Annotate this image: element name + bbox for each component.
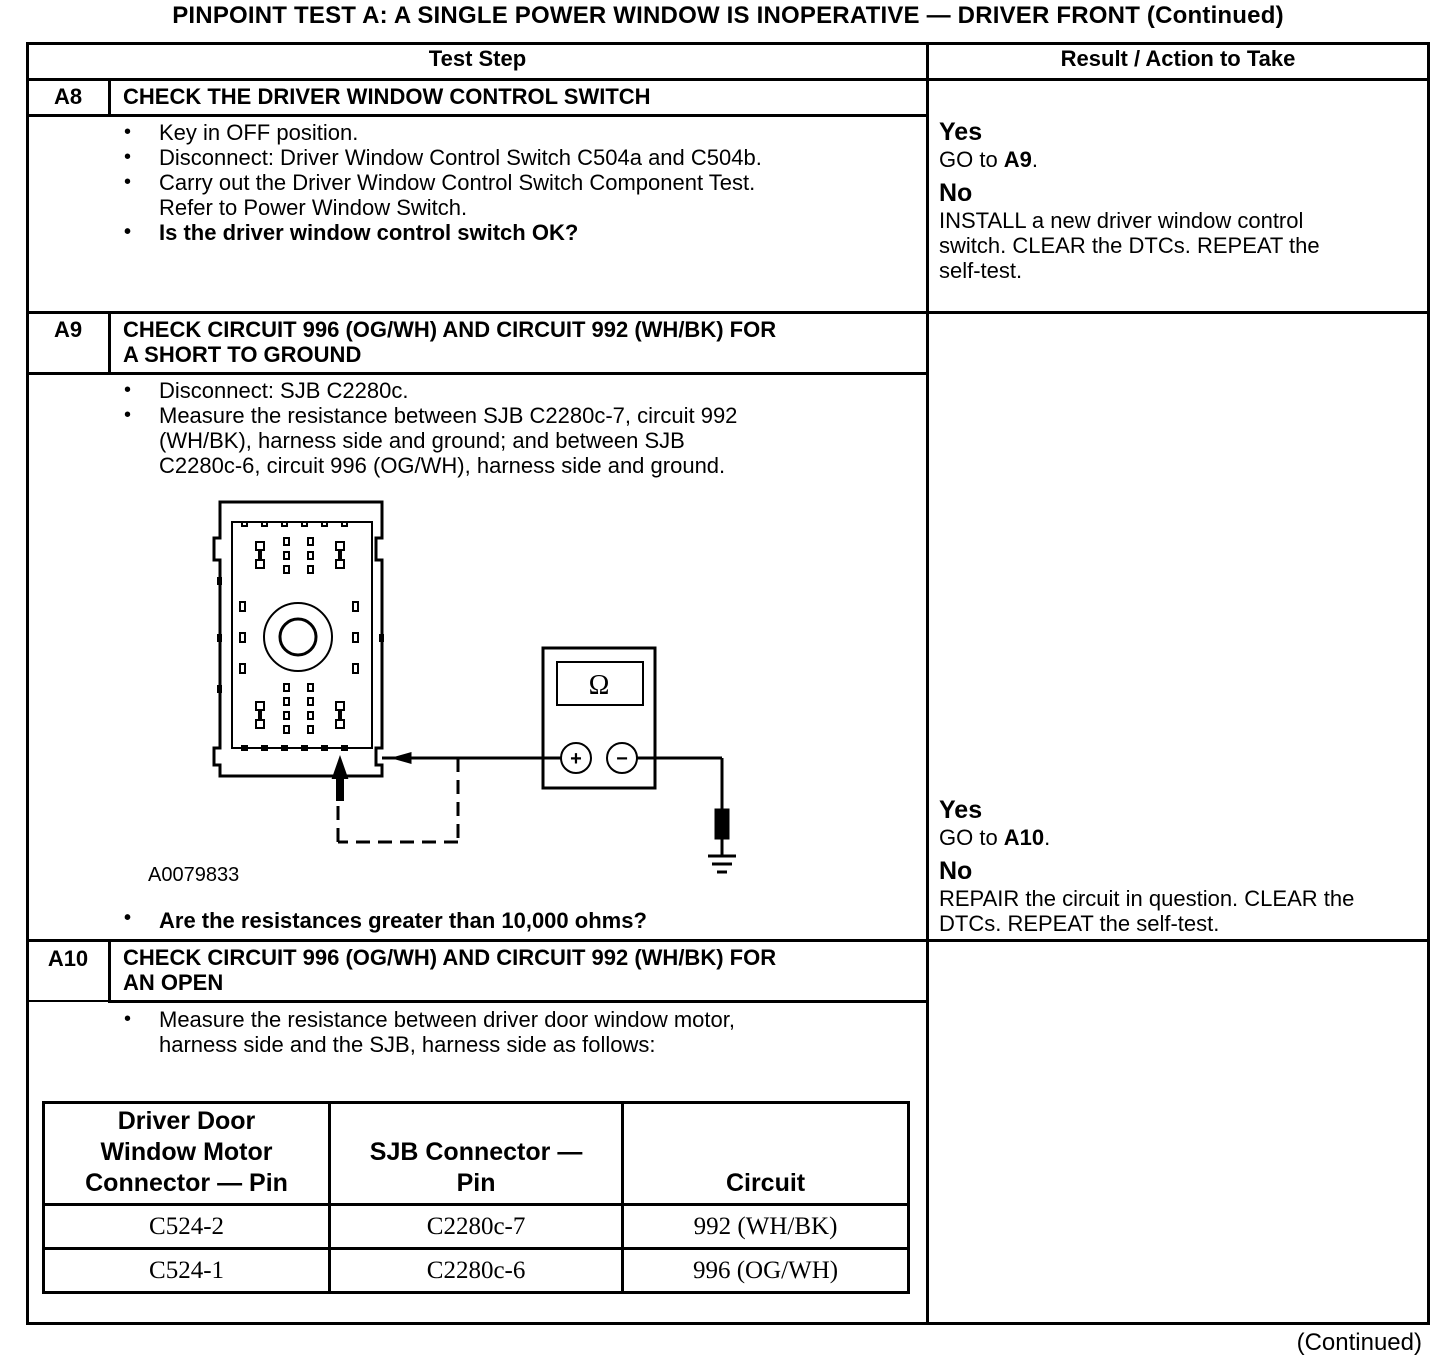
a9-question-text: Are the resistances greater than 10,000 ohms? <box>159 908 647 933</box>
figure-id: A0079833 <box>148 864 240 886</box>
a8-bullet-text: Carry out the Driver Window Control Switch Component Test. <box>159 170 756 195</box>
a9-bullet-line: Measure the resistance between SJB C2280c-7, circuit 992 <box>159 403 738 428</box>
a10-bullet-line: Measure the resistance between driver door window motor, <box>159 1007 735 1032</box>
a9-question-bullet: • <box>124 907 132 929</box>
pin-table-header-row <box>44 1103 909 1205</box>
a8-yes-action <box>939 147 1320 172</box>
a9-bottom-rule <box>26 939 1430 942</box>
header-rule <box>26 78 1430 81</box>
column-header-result: Result / Action to Take <box>1060 46 1296 71</box>
a9-yes-label: Yes <box>939 796 983 824</box>
step-title-a10-line: AN OPEN <box>123 970 224 995</box>
a8-title-rule <box>26 114 928 117</box>
a9-bullet: • Disconnect: SJB C2280c. <box>124 378 737 403</box>
table-cell: 996 (OG/WH) <box>623 1249 909 1293</box>
a9-yes-action: GO to A10. <box>939 825 1051 850</box>
a8-step-list <box>124 120 762 245</box>
column-header-test-step: Test Step <box>428 46 527 71</box>
header-sjb-connector-pin <box>330 1103 623 1205</box>
a8-question: • Is the driver window control switch OK? <box>124 220 762 245</box>
a10-id-divider <box>108 939 111 1001</box>
a9-title-rule <box>26 372 928 375</box>
a10-title-rule-left <box>26 1000 110 1002</box>
table-cell: C524-1 <box>44 1249 330 1293</box>
header-motor-connector-pin <box>44 1103 330 1205</box>
column-divider <box>926 42 929 1325</box>
table-cell: C524-2 <box>44 1205 330 1249</box>
ground-icon <box>708 856 736 872</box>
a8-no-action-line: self-test. <box>939 258 1023 283</box>
a9-no-action-line: REPAIR the circuit in question. CLEAR the <box>939 886 1355 911</box>
a8-bullet-text-cont: Refer to Power Window Switch. <box>159 195 468 220</box>
step-title-a9 <box>123 317 776 367</box>
table-cell: C2280c-6 <box>330 1249 623 1293</box>
a8-bottom-rule <box>26 311 1430 314</box>
step-title-a10 <box>123 945 776 995</box>
header-line: Pin <box>456 1169 496 1197</box>
a8-yes-action-text: GO to A9. <box>939 147 1039 172</box>
a9-step-list <box>124 378 737 478</box>
header-line: Connector — Pin <box>85 1169 288 1197</box>
step-title-a9-line: CHECK CIRCUIT 996 (OG/WH) AND CIRCUIT 992 (WH/BK) FOR <box>123 317 777 342</box>
meter-plus-terminal: + <box>570 748 582 770</box>
a9-no-label: No <box>939 857 973 885</box>
a8-result <box>939 117 1320 283</box>
step-id-a10: A10 <box>47 946 89 971</box>
a9-question <box>124 908 647 934</box>
meter-minus-terminal: − <box>616 748 628 770</box>
a10-bullet <box>124 1007 735 1057</box>
a8-no-action-line: switch. CLEAR the DTCs. REPEAT the <box>939 233 1320 258</box>
table-cell: C2280c-7 <box>330 1205 623 1249</box>
ohm-symbol: Ω <box>588 670 610 701</box>
a8-no-action-line: INSTALL a new driver window control <box>939 208 1304 233</box>
probe-arrow <box>333 758 347 800</box>
header-line: SJB Connector — <box>369 1138 583 1166</box>
continued-footer: (Continued) <box>1296 1329 1422 1356</box>
step-id-a9: A9 <box>53 317 83 342</box>
a9-bullet <box>124 403 737 478</box>
step-id-a8: A8 <box>53 84 83 109</box>
step-reference: A10 <box>1003 825 1045 850</box>
a8-bullet: • Disconnect: Driver Window Control Switch C504a and C504b. <box>124 145 762 170</box>
a8-no-label: No <box>939 179 973 207</box>
a8-yes-label: Yes <box>939 118 983 146</box>
a9-id-divider <box>108 311 111 373</box>
header-line: Driver Door <box>117 1107 256 1135</box>
a10-bullet-line: harness side and the SJB, harness side as follows: <box>159 1032 656 1057</box>
a10-step-list <box>124 1007 735 1057</box>
a9-result <box>939 795 1354 936</box>
resistance-test-diagram <box>200 490 820 900</box>
header-line: Circuit <box>725 1169 806 1197</box>
table-row <box>44 1249 909 1293</box>
header-line: Window Motor <box>100 1138 273 1166</box>
a8-bullet <box>124 170 762 220</box>
connector-pins <box>218 522 383 750</box>
a10-title-rule <box>108 1000 928 1003</box>
step-reference: A9 <box>1003 147 1032 172</box>
a9-no-action-line: DTCs. REPEAT the self-test. <box>939 911 1220 936</box>
jumper-dashed <box>338 758 458 842</box>
table-row <box>44 1205 909 1249</box>
pin-circuit-table <box>42 1101 910 1294</box>
page-title: PINPOINT TEST A: A SINGLE POWER WINDOW IS INOPERATIVE — DRIVER FRONT (Continued) <box>172 2 1284 29</box>
multimeter <box>543 648 655 788</box>
step-title-a8: CHECK THE DRIVER WINDOW CONTROL SWITCH <box>123 84 651 109</box>
header-circuit <box>623 1103 909 1205</box>
a9-bullet-line: C2280c-6, circuit 996 (OG/WH), harness side and ground. <box>159 453 726 478</box>
a8-bullet: • Key in OFF position. <box>124 120 762 145</box>
a8-id-divider <box>108 78 111 116</box>
step-title-a9-line: A SHORT TO GROUND <box>123 342 362 367</box>
table-cell: 992 (WH/BK) <box>623 1205 909 1249</box>
step-title-a10-line: CHECK CIRCUIT 996 (OG/WH) AND CIRCUIT 992 (WH/BK) FOR <box>123 945 777 970</box>
a9-bullet-line: (WH/BK), harness side and ground; and between SJB <box>159 428 685 453</box>
